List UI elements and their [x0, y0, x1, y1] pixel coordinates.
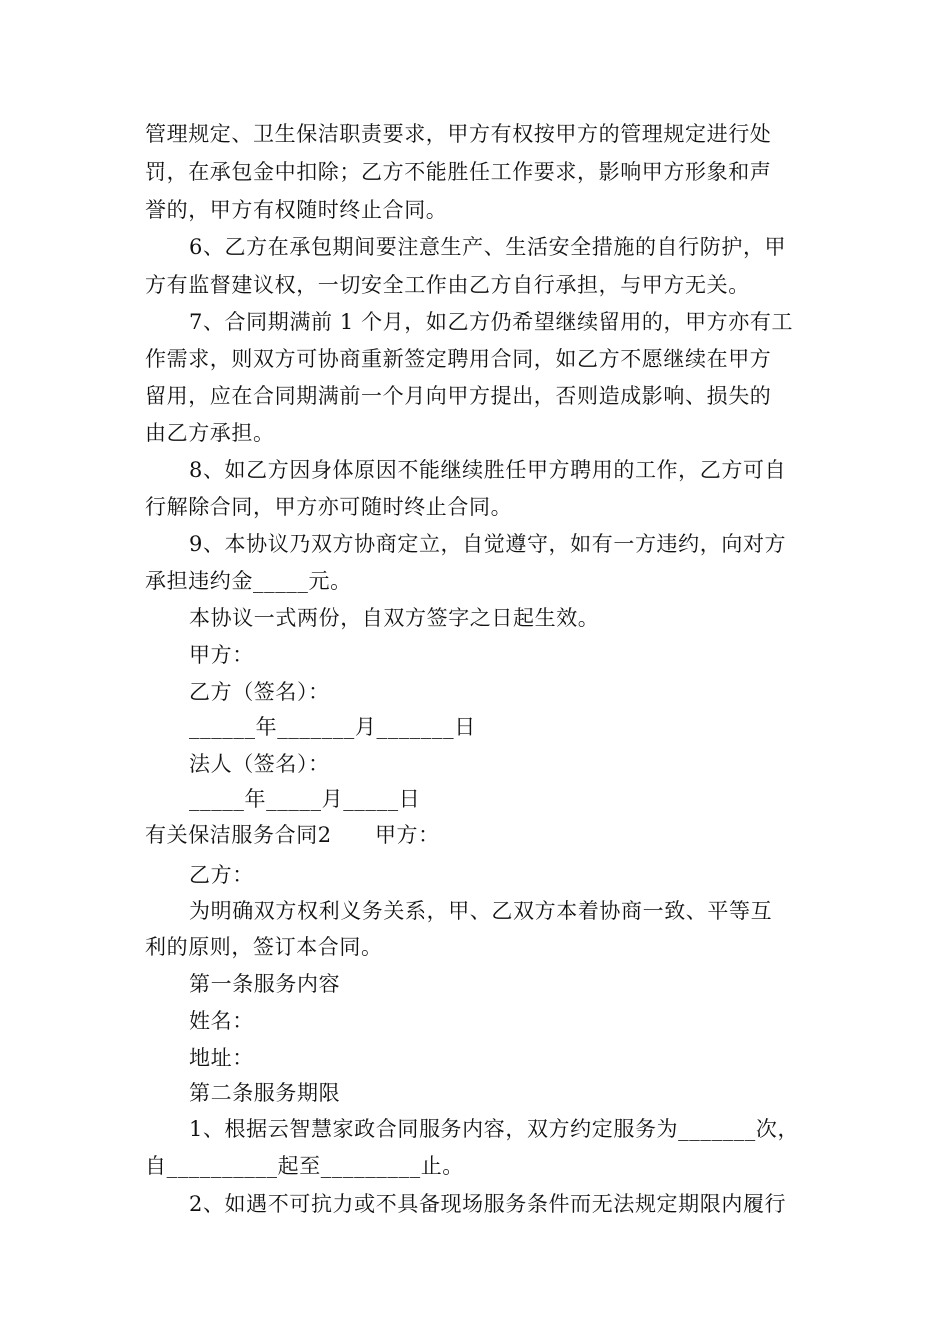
paragraph-line: 方有监督建议权，一切安全工作由乙方自行承担，与甲方无关。	[145, 273, 750, 297]
paragraph-line: 誉的，甲方有权随时终止合同。	[145, 198, 448, 222]
article-1-heading: 第一条服务内容	[189, 972, 341, 996]
party-b-signature-label: 乙方（签名）：	[189, 680, 330, 704]
service-period-line: 自__________起至_________止。	[145, 1154, 464, 1178]
legal-person-signature-label: 法人（签名）：	[189, 752, 330, 776]
service-count-line: 1、根据云智慧家政合同服务内容，双方约定服务为_______次，	[189, 1117, 800, 1141]
date-line: _____年_____月_____日	[189, 787, 421, 811]
paragraph-line: 由乙方承担。	[145, 421, 275, 445]
paragraph-line: 行解除合同，甲方亦可随时终止合同。	[145, 495, 513, 519]
contract-2-title: 有关保洁服务合同2 甲方：	[145, 823, 440, 847]
clause-7-line: 7、合同期满前 1 个月，如乙方仍希望继续留用的，甲方亦有工	[189, 310, 794, 334]
paragraph-line: 作需求，则双方可协商重新签定聘用合同，如乙方不愿继续在甲方	[145, 347, 772, 371]
paragraph-line: 罚，在承包金中扣除；乙方不能胜任工作要求，影响甲方形象和声	[145, 160, 772, 184]
article-2-heading: 第二条服务期限	[189, 1081, 341, 1105]
clause-8-line: 8、如乙方因身体原因不能继续胜任甲方聘用的工作，乙方可自	[189, 458, 787, 482]
preamble-line: 为明确双方权利义务关系，甲、乙双方本着协商一致、平等互	[189, 899, 773, 923]
force-majeure-line: 2、如遇不可抗力或不具备现场服务条件而无法规定期限内履行	[189, 1192, 787, 1216]
clause-6-line: 6、乙方在承包期间要注意生产、生活安全措施的自行防护，甲	[189, 235, 787, 259]
penalty-line: 承担违约金_____元。	[145, 569, 352, 593]
name-field-label: 姓名：	[189, 1009, 254, 1033]
party-a-label: 甲方：	[189, 643, 254, 667]
effective-clause: 本协议一式两份，自双方签字之日起生效。	[189, 606, 600, 630]
date-line: ______年_______月_______日	[189, 715, 476, 739]
clause-9-line: 9、本协议乃双方协商定立，自觉遵守，如有一方违约，向对方	[189, 532, 787, 556]
paragraph-line: 留用，应在合同期满前一个月向甲方提出，否则造成影响、损失的	[145, 384, 772, 408]
address-field-label: 地址：	[189, 1046, 254, 1070]
preamble-line: 利的原则，签订本合同。	[145, 935, 383, 959]
party-b-label: 乙方：	[189, 863, 254, 887]
paragraph-line: 管理规定、卫生保洁职责要求，甲方有权按甲方的管理规定进行处	[145, 122, 772, 146]
